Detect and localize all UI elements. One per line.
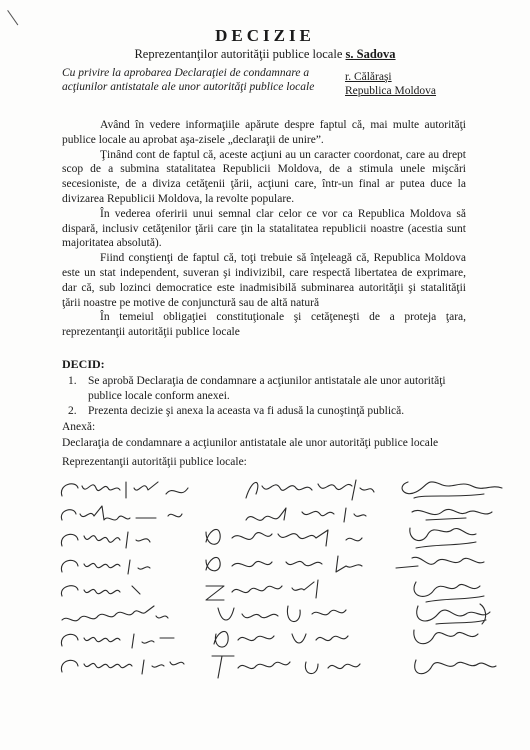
place-country: Republica Moldova [345,85,437,97]
annex-text: Declaraţia de condamnare a acţiunilor antistatale ale unor autorităţi publice locale [62,437,439,449]
place-district: r. Călăraşi [345,71,392,83]
preamble-paragraph: Ţinând cont de faptul că, aceste acţiuni au un caracter coordonat, care au drept scop de a submina statalitatea Republicii Moldova, de a stimula unele mişcări secesioniste, de a diviza cetăţenii ţării, acţiuni care, într-un final ar putea duce la divizarea Republicii Moldova, la revolte populare. [62,148,466,205]
signature-scribble [206,556,362,572]
signature-scribble [206,580,318,600]
signature-scribble [61,586,140,596]
representatives-label: Reprezentanţii autorităţii publice locale: [62,456,247,468]
signature-scribble [402,482,502,498]
annex-label: Anexă: [62,421,96,433]
signature-scribble [62,606,168,621]
decision-text: Se aprobă Declaraţia de condamnare a acţiunilor antistatale ale unor autorităţi publice locale conform anexei. [88,375,446,402]
preamble-paragraph: În temeiul obligaţiei constituţionale şi cetăţeneşti de a proteja ţara, reprezentanţii autorităţii publice locale [62,311,466,339]
signature-scribble [414,582,484,602]
signature-scribble [212,656,360,678]
decision-list [68,374,466,418]
signatures-handwritten [56,476,512,708]
signature-scribble [61,532,150,548]
signature-scribble [61,660,184,674]
signature-scribble [246,480,374,500]
signature-scribble [414,630,478,644]
signature-scribble [246,508,366,522]
signature-scribble [417,604,490,624]
place-block [345,70,436,98]
signature-scribble [410,528,476,548]
signature-scribble [206,529,362,546]
decision-topic: Cu privire la aprobarea Declaraţiei de condamnare a acţiunilor antistatale ale unor autorităţi publice locale [62,67,315,93]
preamble-paragraph: În vederea oferirii unui semnal clar celor ce vor ca Republica Moldova să dispară, inclusiv cetăţenilor ţării care ţin la statalitatea republicii noastre (acestia sunt majoritatea absolută). [62,207,466,250]
corner-pen-mark [7,10,18,25]
signature-scribble [61,506,182,520]
decision-number: 1. [68,375,77,387]
subtitle-prefix: Reprezentanţilor autorităţii publice locale [134,47,343,61]
decision-item [68,374,466,404]
bottom-margin [60,715,530,716]
decision-number: 2. [68,404,77,417]
subtitle-location: s. Sadova [345,47,396,61]
signature-scribble [61,482,188,498]
signature-scribble [218,606,346,622]
document-title: DECIZIE [215,26,315,45]
signature-scribble [412,509,492,520]
signature-scribble [61,560,150,574]
decision-item [68,404,466,419]
preamble-paragraph: Având în vedere informaţiile apărute despre faptul că, mai multe autorităţi publice locale au aprobat aşa-zisele „declaraţii de unire”. [62,119,466,146]
decision-text: Prezenta decizie şi anexa la aceasta va fi adusă la cunoştinţă publică. [88,404,405,417]
decid-heading: DECID: [62,357,105,371]
signature-scribble [396,557,484,568]
signature-scribble [415,660,496,674]
document-subtitle [0,47,530,62]
preamble [62,118,466,340]
signature-scribble [61,634,174,648]
signature-scribble [214,631,348,647]
preamble-paragraph: Fiind conştienţi de faptul că, toţi trebuie să înţeleagă că, Republica Moldova este un stat independent, suveran şi indivizibil, care respectă libertatea de exprimare, dar că, sub lozinci democratice este inadmisibilă subminarea autorităţii şi statalităţii ţării noastre pe motive de conjunctură sau de altă natură [62,252,466,309]
